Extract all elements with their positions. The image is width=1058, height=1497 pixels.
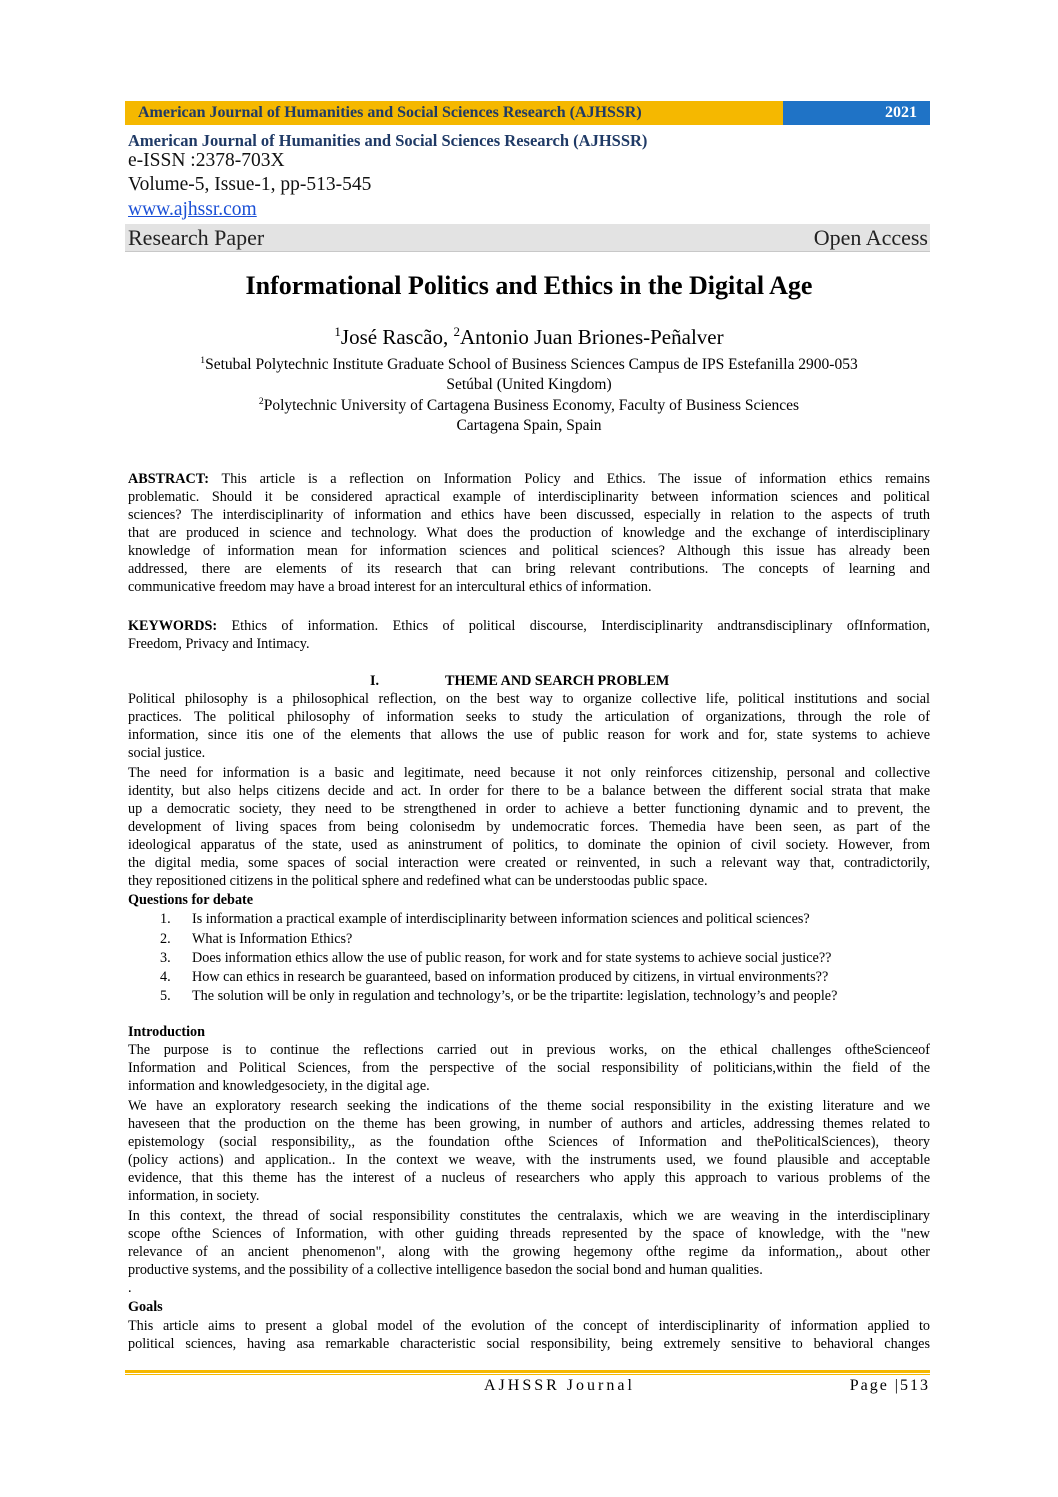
body-line: information and knowledgesociety, in the digital age. bbox=[128, 1078, 430, 1094]
journal-header-right bbox=[783, 101, 930, 125]
journal-header-year: 2021 bbox=[885, 104, 917, 121]
section-number: I. bbox=[370, 673, 380, 689]
body-line: scope ofthe Sciences of Information, with other guiding threads represented by the space of knowledge, with the "new bbox=[128, 1226, 930, 1242]
affiliation-1-line-1 bbox=[0, 355, 1058, 375]
list-item: 2. What is Information Ethics? bbox=[160, 931, 353, 947]
section-heading: THEME AND SEARCH PROBLEM bbox=[445, 673, 670, 689]
body-line: relevance of an ancient phenomenon", along with the growing hegemony ofthe regime da information,, about other bbox=[128, 1244, 930, 1260]
author-2-number: 2 bbox=[453, 324, 460, 339]
body-line: the digital media, some spaces of social interaction were created or reinvented, in such a relevant way that, contradictorily, bbox=[128, 855, 930, 871]
list-item: 4. How can ethics in research be guaranteed, based on information produced by citizens, in virtual environments?? bbox=[160, 969, 829, 985]
body-line: up a democratic society, they need to be strengthened in order to achieve a better functioning dynamic and to prevent, the bbox=[128, 801, 930, 817]
affiliation-1-text: Setubal Polytechnic Institute Graduate School of Business Sciences Campus de IPS Estefanilla 2900-053 bbox=[205, 356, 858, 373]
list-item: 5. The solution will be only in regulation and technology’s, or be the tripartite: legislation, technology’s and people? bbox=[160, 988, 838, 1004]
author-1-name: José Rascão, bbox=[340, 325, 454, 349]
abstract-line: sciences? The interdisciplinarity of information and ethics have been discussed, especially in relation to the aspects of truth bbox=[128, 507, 930, 523]
abstract-line: addressed, there are elements of its research that can bring relevant contributions. The concepts of learning and bbox=[128, 561, 930, 577]
journal-header-left bbox=[125, 101, 783, 125]
issn: e-ISSN :2378-703X bbox=[128, 150, 285, 171]
body-line: social justice. bbox=[128, 745, 206, 761]
paper-title: Informational Politics and Ethics in the Digital Age bbox=[245, 271, 813, 300]
footer-journal: AJHSSR Journal bbox=[484, 1377, 635, 1394]
body-line: epistemology (social responsibility,, as the foundation ofthe Sciences of Information and thePoliticalSciences), theory bbox=[128, 1134, 930, 1150]
body-line: In this context, the thread of social responsibility constitutes the centralaxis, which we are weaving in the interdisciplinary bbox=[128, 1208, 930, 1224]
list-item: 3. Does information ethics allow the use of public reason, for work and for state systems to achieve social justice?? bbox=[160, 950, 832, 966]
body-line: political sciences, having asa remarkable characteristic social responsibility, being extremely sensitive to behavioral changes bbox=[128, 1336, 930, 1352]
body-line: information, in society. bbox=[128, 1188, 260, 1204]
affiliation-1-number: 1 bbox=[200, 354, 206, 366]
introduction-heading: Introduction bbox=[128, 1024, 205, 1040]
abstract-line: knowledge of information mean for information sciences and political sciences? Although this issue has already been bbox=[128, 543, 930, 559]
body-line: haveseen that the production on the theme has been growing, in number of authors and articles, addressing themes related to bbox=[128, 1116, 930, 1132]
footer-rule-thin bbox=[125, 1374, 930, 1375]
body-line: identity, but also helps citizens decide and act. In order for there to be a balance between the different social strata that make bbox=[128, 783, 930, 799]
keywords-label: KEYWORDS: bbox=[128, 618, 218, 634]
journal-header-title: American Journal of Humanities and Social Sciences Research (AJHSSR) bbox=[138, 104, 642, 121]
abstract-line: problematic. Should it be considered apractical example of interdisciplinarity between information sciences and political bbox=[128, 489, 930, 505]
keywords-line: KEYWORDS: Ethics of information. Ethics of political discourse, Interdisciplinarity andtransdisciplinary ofInformation, bbox=[128, 618, 930, 634]
body-line: practices. The political philosophy of information seeks to study the articulation of organizations, through the role of bbox=[128, 709, 930, 725]
abstract-line: communicative freedom may have a broad interest for an intercultural ethics of information. bbox=[128, 579, 652, 595]
author-1-number: 1 bbox=[334, 324, 341, 339]
footer-page-number: Page |513 bbox=[849, 1377, 930, 1394]
stray-dot: . bbox=[128, 1280, 132, 1296]
paper-type-bar bbox=[125, 224, 930, 252]
body-line: This article aims to present a global model of the evolution of the concept of interdisciplinarity of information applied to bbox=[128, 1318, 930, 1334]
body-line: evidence, that this theme has the interest of a nucleus of researchers who apply this approach to various problems of the bbox=[128, 1170, 930, 1186]
body-line: productive systems, and the possibility of a collective intelligence basedon the social bond and human qualities. bbox=[128, 1262, 763, 1278]
body-line: Political philosophy is a philosophical reflection, on the best way to organize collective life, political institutions and social bbox=[128, 691, 930, 707]
paper-type: Research Paper bbox=[128, 225, 265, 250]
journal-website-link[interactable]: www.ajhssr.com bbox=[128, 199, 257, 220]
list-item: 1. Is information a practical example of interdisciplinarity between information sciences and political sciences? bbox=[160, 911, 810, 927]
access-type: Open Access bbox=[813, 225, 928, 250]
affiliation-2-number: 2 bbox=[258, 395, 264, 407]
abstract-label: ABSTRACT: bbox=[128, 471, 209, 487]
body-line: The need for information is a basic and legitimate, need because it not only reinforces citizenship, personal and collective bbox=[128, 765, 930, 781]
footer-rule bbox=[125, 1370, 930, 1373]
body-line: information, since itis one of the elements that allows the use of public reason for work and for, state systems to achieve bbox=[128, 727, 930, 743]
affiliation-1-line-2: Setúbal (United Kingdom) bbox=[446, 376, 612, 393]
abstract-line: ABSTRACT: This article is a reflection on Information Policy and Ethics. The issue of information ethics remains bbox=[128, 471, 930, 487]
journal-header-band bbox=[125, 101, 930, 125]
affiliation-2-line-1 bbox=[0, 396, 1058, 416]
affiliation-2-line-2: Cartagena Spain, Spain bbox=[456, 417, 602, 434]
questions-heading: Questions for debate bbox=[128, 892, 254, 908]
volume-issue: Volume-5, Issue-1, pp-513-545 bbox=[128, 174, 372, 195]
affiliation-2-text: Polytechnic University of Cartagena Business Economy, Faculty of Business Sciences bbox=[263, 397, 800, 414]
body-line: We have an exploratory research seeking the indications of the theme social responsibility in the existing literature and we bbox=[128, 1098, 930, 1114]
journal-name: American Journal of Humanities and Social Sciences Research (AJHSSR) bbox=[128, 131, 648, 150]
body-line: Information and Political Sciences, from the perspective of the social responsibility of politicians,within the field of the bbox=[128, 1060, 930, 1076]
body-line: development of living spaces from being colonisedm by undemocratic forces. Themedia have been seen, as part of the bbox=[128, 819, 930, 835]
author-2-name: Antonio Juan Briones-Peñalver bbox=[459, 325, 724, 349]
body-line: The purpose is to continue the reflections carried out in previous works, on the ethical challenges oftheScienceof bbox=[128, 1042, 930, 1058]
keywords-line: Freedom, Privacy and Intimacy. bbox=[128, 636, 310, 652]
body-line: (policy actions) and application.. In the context we weave, with the instruments used, we found plausible and acceptable bbox=[128, 1152, 930, 1168]
goals-heading: Goals bbox=[128, 1299, 163, 1315]
author-line bbox=[0, 322, 1058, 352]
body-line: ideological apparatus of the state, used as aninstrument of politics, to dominate the opinion of civil society. However, from bbox=[128, 837, 930, 853]
abstract-line: that are produced in science and technology. What does the production of knowledge and the exchange of interdisciplinary bbox=[128, 525, 930, 541]
body-line: they repositioned citizens in the political sphere and redefined what can be understoodas public space. bbox=[128, 873, 708, 889]
